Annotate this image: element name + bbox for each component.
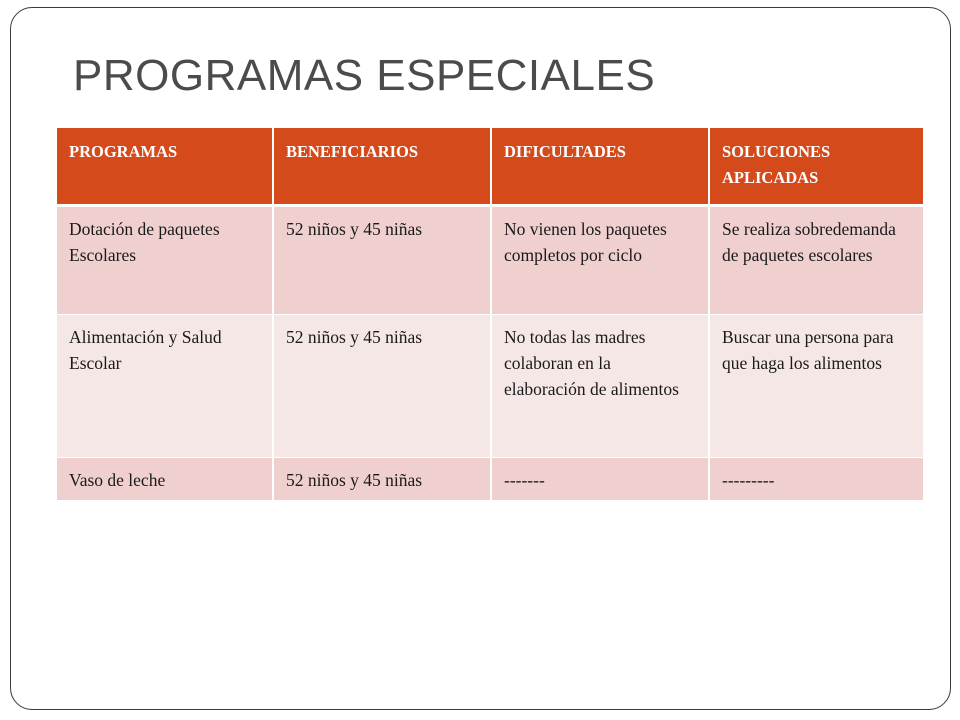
slide-title: PROGRAMAS ESPECIALES bbox=[73, 51, 656, 100]
table-row bbox=[57, 457, 923, 500]
table-row bbox=[57, 314, 923, 457]
header-soluciones-aplicadas: SOLUCIONES APLICADAS bbox=[709, 128, 923, 205]
header-beneficiarios: BENEFICIARIOS bbox=[273, 128, 491, 205]
slide-frame bbox=[10, 7, 951, 710]
cell-dificultades: No vienen los paquetes completos por ciclo bbox=[491, 205, 709, 314]
cell-beneficiarios: 52 niños y 45 niñas bbox=[273, 314, 491, 457]
table-header-row bbox=[57, 128, 923, 205]
programs-table bbox=[57, 128, 923, 501]
cell-beneficiarios: 52 niños y 45 niñas bbox=[273, 205, 491, 314]
cell-beneficiarios: 52 niños y 45 niñas bbox=[273, 457, 491, 500]
header-dificultades: DIFICULTADES bbox=[491, 128, 709, 205]
cell-programa: Vaso de leche bbox=[57, 457, 273, 500]
cell-soluciones: Buscar una persona para que haga los alimentos bbox=[709, 314, 923, 457]
header-programas: PROGRAMAS bbox=[57, 128, 273, 205]
cell-soluciones: Se realiza sobredemanda de paquetes escolares bbox=[709, 205, 923, 314]
cell-dificultades: ------- bbox=[491, 457, 709, 500]
cell-programa: Dotación de paquetes Escolares bbox=[57, 205, 273, 314]
table-row bbox=[57, 205, 923, 314]
cell-dificultades: No todas las madres colaboran en la elaboración de alimentos bbox=[491, 314, 709, 457]
cell-soluciones: --------- bbox=[709, 457, 923, 500]
cell-programa: Alimentación y Salud Escolar bbox=[57, 314, 273, 457]
